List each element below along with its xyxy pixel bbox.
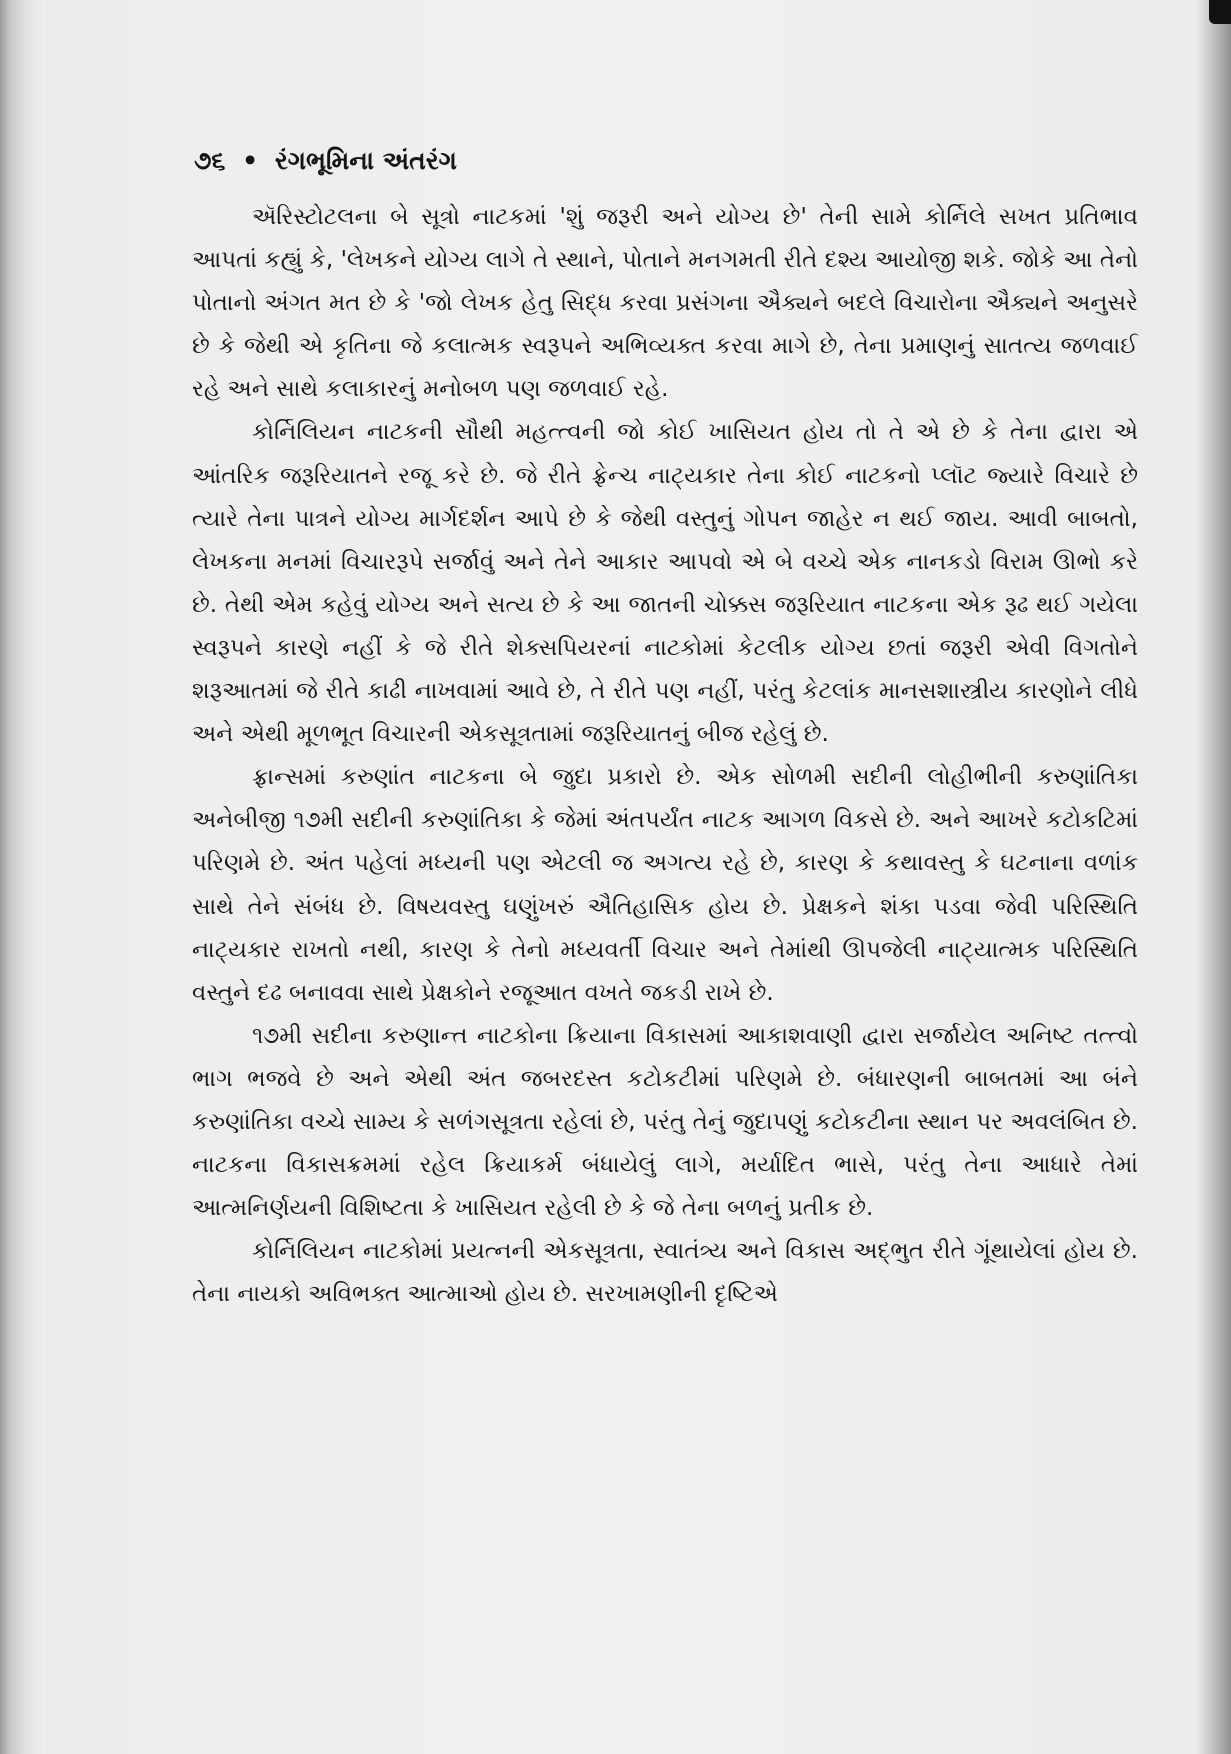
scan-corner-mark xyxy=(1209,0,1231,24)
book-gutter-edge xyxy=(0,0,46,1754)
paragraph-5: કોર્નિલિયન નાટકોમાં પ્રયત્નની એકસૂત્રતા, સ્વાતંત્ર્ય અને વિકાસ અદ્ભુત રીતે ગૂંથાયેલાં હોય છે. તેના નાયકો અવિભક્ત આત્માઓ હોય છે. સરખામણીની દૃષ્ટિએ xyxy=(192,1238,1138,1308)
book-fore-edge xyxy=(1197,0,1231,1754)
paragraph-4: ૧૭મી સદીના કરુણાન્ત નાટકોના ક્રિયાના વિકાસમાં આકાશવાણી દ્વારા સર્જાયેલ અનિષ્ટ તત્ત્વો ભાગ ભજવે છે અને એથી અંત જબરદસ્ત કટોકટીમાં પરિણમે છે. બંધારણની બાબતમાં આ બંને કરુણાંતિકા વચ્ચે સામ્ય કે સળંગસૂત્રતા રહેલાં છે, પરંતુ તેનું જુદાપણું કટોકટીના સ્થાન પર અવલંબિત છે. નાટકના વિકાસક્રમમાં રહેલ ક્રિયાકર્મ બંધાયેલું લાગે, મર્યાદિત ભાસે, પરંતુ તેના આધારે તેમાં આત્મનિર્ણયની વિશિષ્ટતા કે ખાસિયત રહેલી છે કે જે તેના બળનું પ્રતીક છે. xyxy=(192,1022,1138,1222)
body-text xyxy=(192,196,1138,1316)
paragraph-2: કોર્નિલિયન નાટકની સૌથી મહત્ત્વની જો કોઈ ખાસિયત હોય તો તે એ છે કે તેના દ્વારા એ આંતરિક જરૂરિયાતને રજૂ કરે છે. જે રીતે ફ્રેન્ચ નાટ્યકાર તેના કોઈ નાટકનો પ્લૉટ જ્યારે વિચારે છે ત્યારે તેના પાત્રને યોગ્ય માર્ગદર્શન આપે છે કે જેથી વસ્તુનું ગોપન જાહેર ન થઈ જાય. આવી બાબતો, લેખકના મનમાં વિચારરૂપે સર્જાવું અને તેને આકાર આપવો એ બે વચ્ચે એક નાનકડો વિરામ ઊભો કરે છે. તેથી એમ કહેવું યોગ્ય અને સત્ય છે કે આ જાતની ચોક્કસ જરૂરિયાત નાટકના એક રૂઢ થઈ ગયેલા સ્વરૂપને કારણે નહીં કે જે રીતે શેક્સપિયરનાં નાટકોમાં કેટલીક યોગ્ય છતાં જરૂરી એવી વિગતોને શરૂઆતમાં જે રીતે કાઢી નાખવામાં આવે છે, તે રીતે પણ નહીં, પરંતુ કેટલાંક માનસશાસ્ત્રીય કારણોને લીધે અને એથી મૂળભૂત વિચારની એકસૂત્રતામાં જરૂરિયાતનું બીજ રહેલું છે. xyxy=(192,419,1138,748)
book-title: રંગભૂમિના અંતરંગ xyxy=(274,146,457,175)
page-number: ૭૬ xyxy=(194,146,226,175)
running-head xyxy=(194,141,457,181)
paragraph-3: ફ્રાન્સમાં કરુણાંત નાટકના બે જુદા પ્રકારો છે. એક સોળમી સદીની લોહીભીની કરુણાંતિકા અનેબીજી ૧૭મી સદીની કરુણાંતિકા કે જેમાં અંતપર્યંત નાટક આગળ વિકસે છે. અને આખરે કટોકટિમાં પરિણમે છે. અંત પહેલાં મધ્યની પણ એટલી જ અગત્ય રહે છે, કારણ કે કથાવસ્તુ કે ઘટનાના વળાંક સાથે તેને સંબંધ છે. વિષયવસ્તુ ઘણુંખરું ઐતિહાસિક હોય છે. પ્રેક્ષકને શંકા પડવા જેવી પરિસ્થિતિ નાટ્યકાર રાખતો નથી, કારણ કે તેનો મધ્યવર્તી વિચાર અને તેમાંથી ઊપજેલી નાટ્યાત્મક પરિસ્થિતિ વસ્તુને દઢ બનાવવા સાથે પ્રેક્ષકોને રજૂઆત વખતે જકડી રાખે છે. xyxy=(192,764,1138,1006)
book-page xyxy=(46,0,1197,1754)
header-bullet: • xyxy=(242,146,259,175)
paragraph-1: ઍરિસ્ટોટલના બે સૂત્રો નાટકમાં 'શું જરૂરી અને યોગ્ય છે' તેની સામે કોર્નિલે સખત પ્રતિભાવ આપતાં કહ્યું કે, 'લેખકને યોગ્ય લાગે તે સ્થાને, પોતાને મનગમતી રીતે દશ્ય આયોજી શકે. જોકે આ તેનો પોતાનો અંગત મત છે કે 'જો લેખક હેતુ સિદ્ધ કરવા પ્રસંગના ઐક્યને બદલે વિચારોના ઐક્યને અનુસરે છે કે જેથી એ કૃતિના જે કલાત્મક સ્વરૂપને અભિવ્યક્ત કરવા માગે છે, તેના પ્રમાણનું સાતત્ય જળવાઈ રહે અને સાથે કલાકારનું મનોબળ પણ જળવાઈ રહે. xyxy=(192,204,1138,403)
